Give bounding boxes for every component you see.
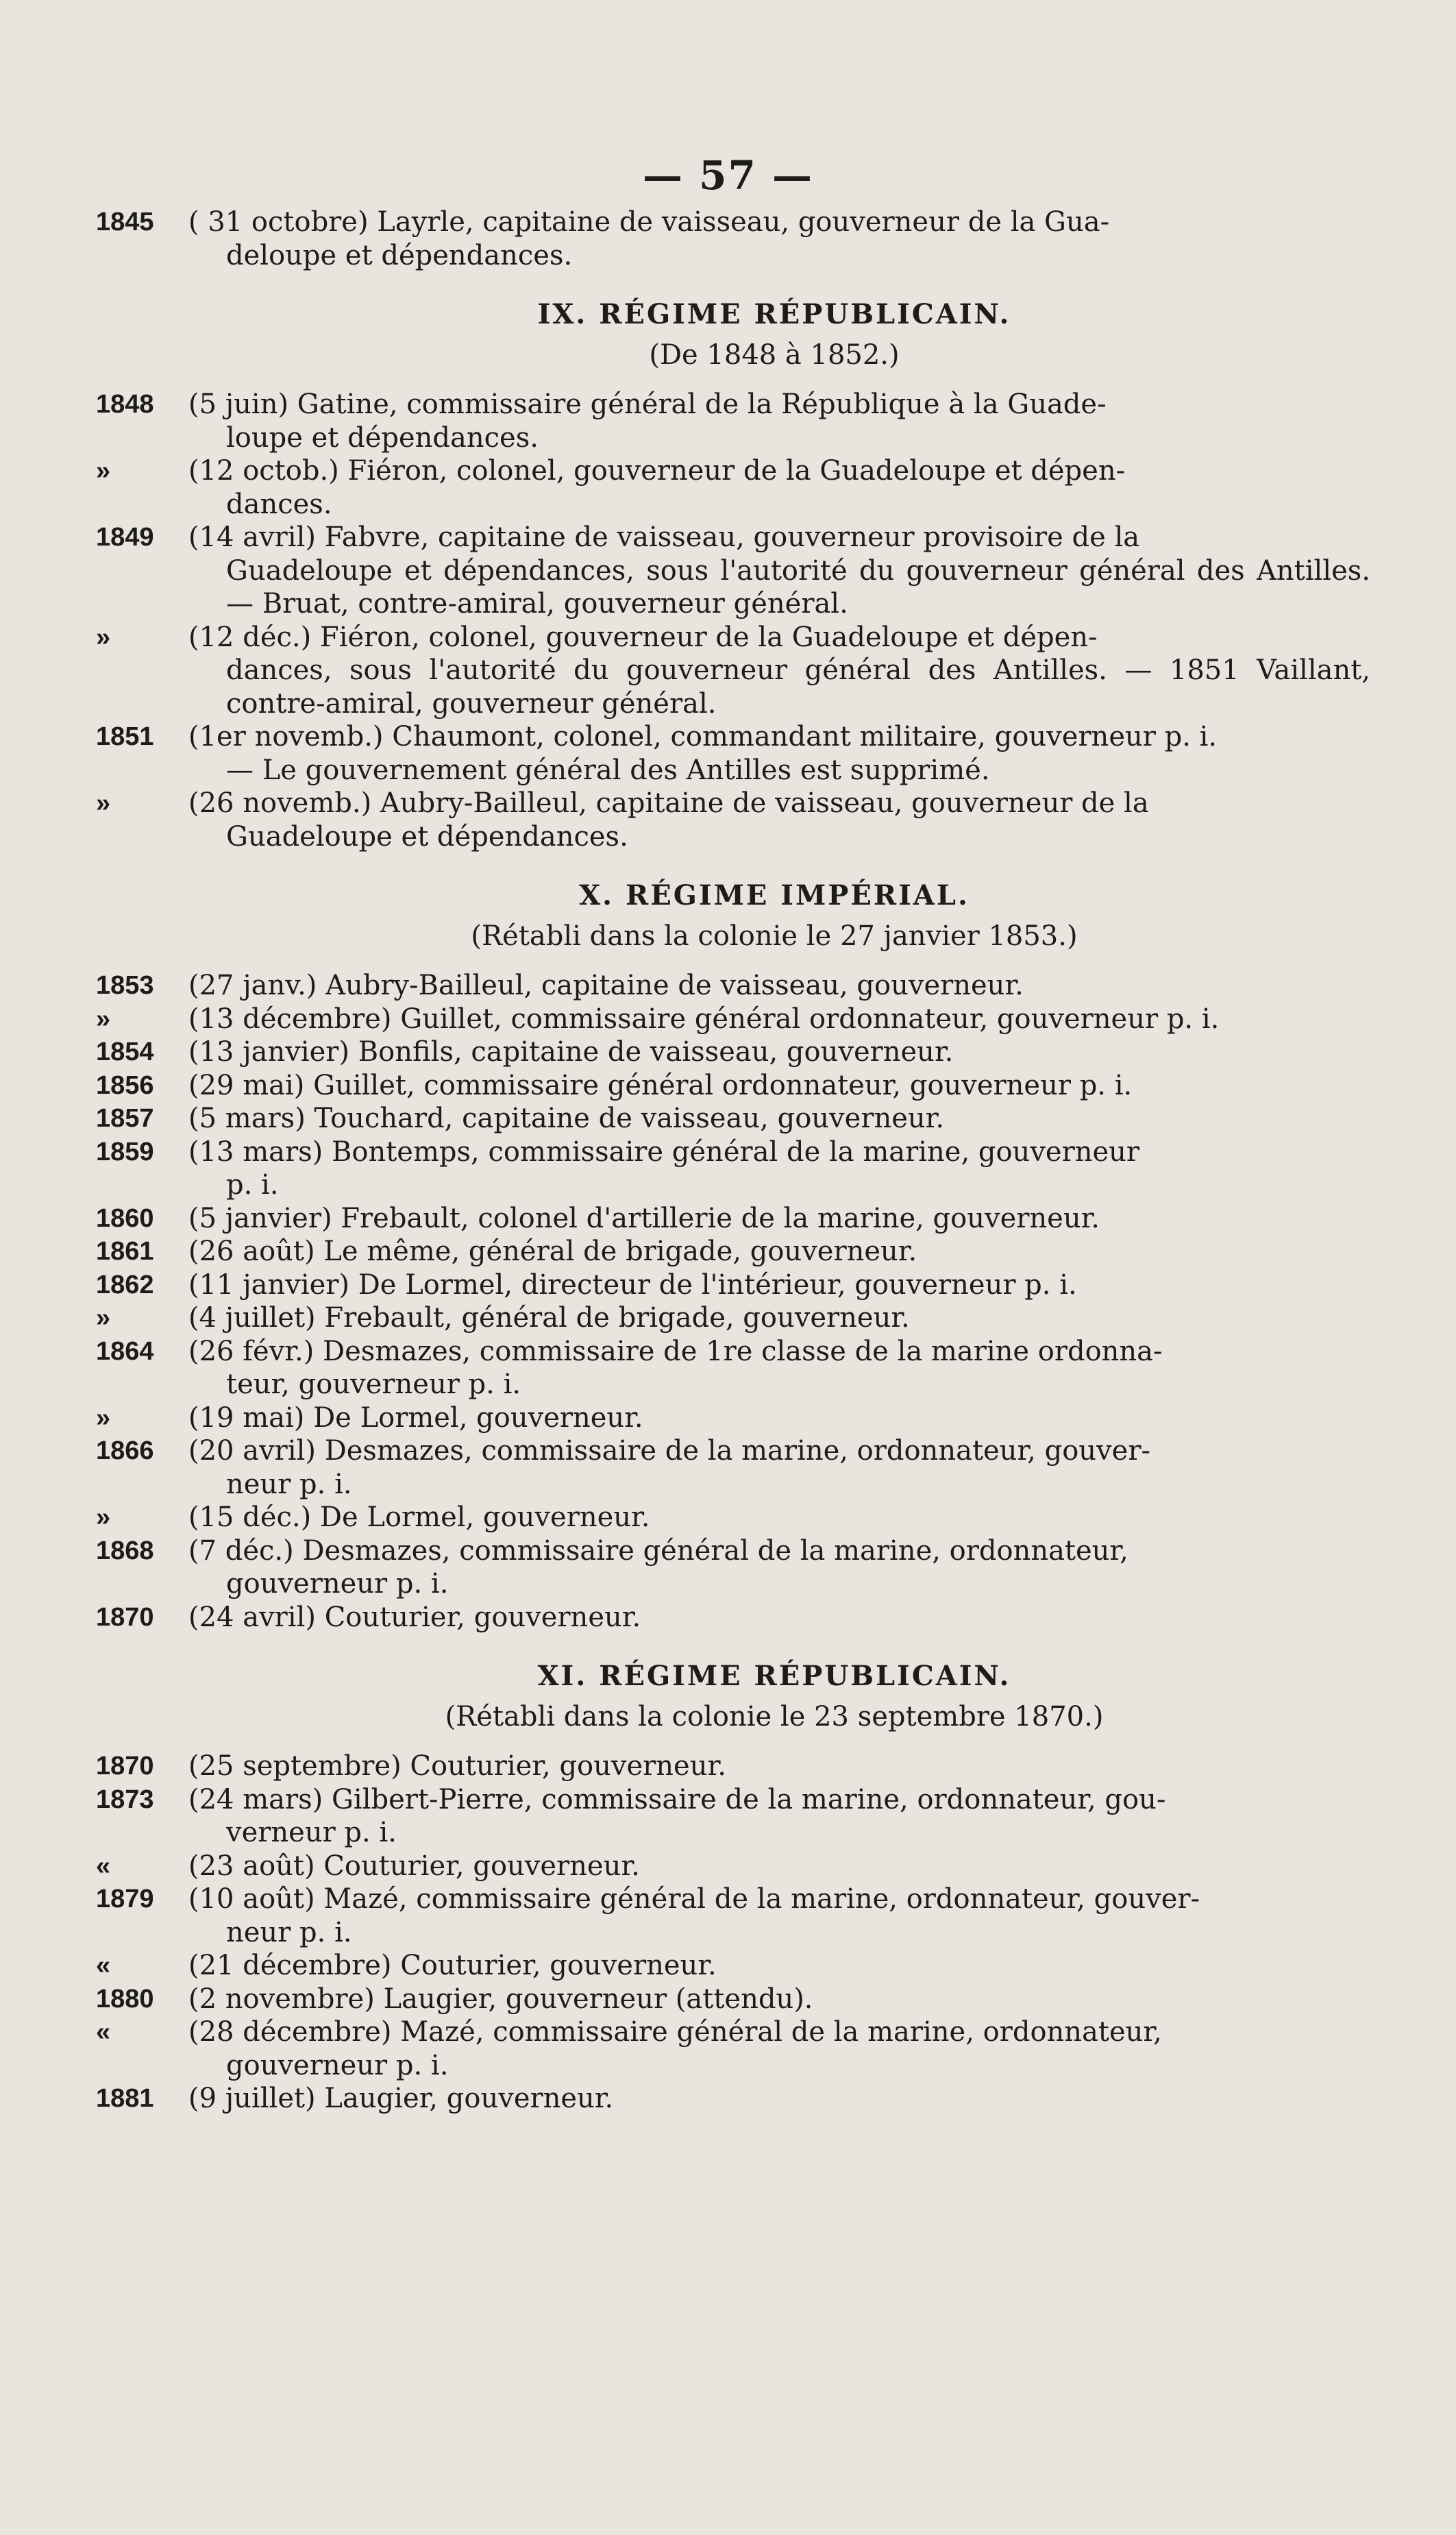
entry <box>96 969 1370 1003</box>
entry-text: (5 juin) Gatine, commissaire général de la République à la Guade- <box>188 389 1107 420</box>
entry-year: » <box>96 456 111 485</box>
entry <box>96 1401 1370 1435</box>
entry-year: 1866 <box>96 1436 154 1465</box>
entry-continuation: Guadeloupe et dépendances, sous l'autorité du gouverneur général des Antilles. — Bruat, contre-amiral, gouverneur général. <box>226 554 1370 620</box>
entry-year: 1861 <box>96 1237 154 1266</box>
entry-year: 1845 <box>96 208 154 236</box>
entry-text: (27 janv.) Aubry-Bailleul, capitaine de vaisseau, gouverneur. <box>188 970 1024 1001</box>
entry-continuation: deloupe et dépendances. <box>226 239 573 271</box>
entry-text: (2 novembre) Laugier, gouverneur (attendu). <box>188 1983 813 2015</box>
entry-text: (28 décembre) Mazé, commissaire général de la marine, ordonnateur, <box>188 2016 1162 2048</box>
entry <box>96 1501 1370 1534</box>
section-subheading: (De 1848 à 1852.) <box>649 339 900 371</box>
entry-text: (14 avril) Fabvre, capitaine de vaisseau, gouverneur provisoire de la <box>188 522 1140 553</box>
entry-continuation: loupe et dépendances. <box>226 421 539 454</box>
document-body <box>96 206 1370 2116</box>
entry-text: (12 octob.) Fiéron, colonel, gouverneur de la Guadeloupe et dépen- <box>188 455 1126 487</box>
entry-text: (20 avril) Desmazes, commissaire de la marine, ordonnateur, gouver- <box>188 1435 1150 1467</box>
entry <box>96 1883 1370 1949</box>
entry-text: (24 avril) Couturier, gouverneur. <box>188 1601 641 1633</box>
entry <box>96 388 1370 454</box>
entry <box>96 720 1370 787</box>
entry-text: (25 septembre) Couturier, gouverneur. <box>188 1750 726 1782</box>
entry-text: (26 août) Le même, général de brigade, gouverneur. <box>188 1236 917 1267</box>
entry <box>96 787 1370 853</box>
entry-year: » <box>96 1303 111 1332</box>
section-heading: IX. RÉGIME RÉPUBLICAIN. <box>537 298 1011 330</box>
entry <box>96 1235 1370 1269</box>
entry-text: (13 janvier) Bonfils, capitaine de vaisseau, gouverneur. <box>188 1036 954 1068</box>
entry-continuation: dances. <box>226 488 332 520</box>
entry <box>96 1601 1370 1634</box>
entry-text: (24 mars) Gilbert-Pierre, commissaire de la marine, ordonnateur, gou- <box>188 1783 1166 1815</box>
entry-continuation: dances, sous l'autorité du gouverneur général des Antilles. — 1851 Vaillant, contre-amiral, gouverneur général. <box>226 654 1370 720</box>
entry-year: 1854 <box>96 1038 154 1066</box>
entry-year: 1880 <box>96 1984 154 2013</box>
entry <box>96 1301 1370 1335</box>
entry-continuation: Guadeloupe et dépendances. <box>226 820 628 853</box>
entry-text: (19 mai) De Lormel, gouverneur. <box>188 1401 643 1434</box>
entry-text: (23 août) Couturier, gouverneur. <box>188 1850 640 1882</box>
entry <box>96 2016 1370 2082</box>
section-subheading: (Rétabli dans la colonie le 23 septembre 1870.) <box>445 1700 1104 1732</box>
entry-text: ( 31 octobre) Layrle, capitaine de vaisseau, gouverneur de la Gua- <box>188 206 1110 238</box>
entry-continuation: p. i. <box>226 1169 279 1201</box>
entry-year: 1851 <box>96 722 154 751</box>
entry-year: » <box>96 1403 111 1432</box>
entry-year: » <box>96 1503 111 1532</box>
entry <box>96 2082 1370 2116</box>
entry <box>96 206 1370 272</box>
entry-text: (29 mai) Guillet, commissaire général ordonnateur, gouverneur p. i. <box>188 1069 1133 1101</box>
entry-text: (21 décembre) Couturier, gouverneur. <box>188 1950 717 1981</box>
entry-year: 1864 <box>96 1336 154 1366</box>
entry-year: 1856 <box>96 1070 154 1100</box>
entry <box>96 1783 1370 1850</box>
entry <box>96 1750 1370 1783</box>
entry-text: (12 déc.) Fiéron, colonel, gouverneur de la Guadeloupe et dépen- <box>188 621 1098 653</box>
entry-continuation: teur, gouverneur p. i. <box>226 1369 521 1400</box>
entry <box>96 521 1370 621</box>
entry-year: 1848 <box>96 390 154 419</box>
entry-year: » <box>96 1004 111 1033</box>
section-subheading: (Rétabli dans la colonie le 27 janvier 1853.) <box>471 920 1078 952</box>
entry <box>96 1036 1370 1069</box>
entry-text: (1er novemb.) Chaumont, colonel, commandant militaire, gouverneur p. i. <box>188 721 1218 752</box>
entry-year: 1859 <box>96 1137 154 1166</box>
entry-year: 1860 <box>96 1203 154 1233</box>
entry-year: 1870 <box>96 1752 154 1780</box>
entry-text: (11 janvier) De Lormel, directeur de l'intérieur, gouverneur p. i. <box>188 1269 1077 1301</box>
entry-year: 1873 <box>96 1785 154 1814</box>
section <box>96 879 1370 1634</box>
entry-year: 1881 <box>96 2084 154 2113</box>
entry-year: 1853 <box>96 971 154 1000</box>
entry-year: » <box>96 789 111 818</box>
section <box>96 1660 1370 2116</box>
entry <box>96 1202 1370 1236</box>
entry <box>96 1136 1370 1202</box>
entry-text: (15 déc.) De Lormel, gouverneur. <box>188 1502 650 1533</box>
entry-year: 1870 <box>96 1602 154 1632</box>
section <box>96 298 1370 853</box>
entry-continuation: — Le gouvernement général des Antilles est supprimé. <box>226 754 990 786</box>
entry-year: 1868 <box>96 1536 154 1565</box>
entry <box>96 1269 1370 1302</box>
entry-continuation: verneur p. i. <box>226 1817 397 1848</box>
entry-year: 1849 <box>96 523 154 552</box>
entry-year: 1857 <box>96 1104 154 1133</box>
entry-text: (7 déc.) Desmazes, commissaire général de la marine, ordonnateur, <box>188 1534 1128 1567</box>
entry-year: « <box>96 1951 111 1980</box>
entry-text: (5 mars) Touchard, capitaine de vaisseau, gouverneur. <box>188 1103 945 1134</box>
section-heading: X. RÉGIME IMPÉRIAL. <box>579 879 970 911</box>
section <box>96 206 1370 272</box>
entry <box>96 454 1370 521</box>
entry-text: (26 févr.) Desmazes, commissaire de 1re classe de la marine ordonna- <box>188 1335 1163 1367</box>
entry-continuation: gouverneur p. i. <box>226 2049 449 2081</box>
entry <box>96 1850 1370 1883</box>
entry <box>96 1335 1370 1401</box>
entry-year: « <box>96 2018 111 2046</box>
entry-text: (13 décembre) Guillet, commissaire général ordonnateur, gouverneur p. i. <box>188 1003 1220 1035</box>
entry-year: 1879 <box>96 1885 154 1913</box>
entry-year: 1862 <box>96 1270 154 1299</box>
entry-year: » <box>96 622 111 652</box>
entry <box>96 1534 1370 1601</box>
entry <box>96 621 1370 721</box>
entry-text: (26 novemb.) Aubry-Bailleul, capitaine de vaisseau, gouverneur de la <box>188 787 1149 819</box>
entry-continuation: neur p. i. <box>226 1916 352 1948</box>
entry-text: (5 janvier) Frebault, colonel d'artillerie de la marine, gouverneur. <box>188 1202 1100 1234</box>
section-heading: XI. RÉGIME RÉPUBLICAIN. <box>537 1660 1011 1692</box>
entry <box>96 1949 1370 1983</box>
entry-text: (4 juillet) Frebault, général de brigade, gouverneur. <box>188 1302 910 1334</box>
entry-text: (13 mars) Bontemps, commissaire général de la marine, gouverneur <box>188 1136 1140 1168</box>
entry-text: (9 juillet) Laugier, gouverneur. <box>188 2083 614 2114</box>
entry-continuation: neur p. i. <box>226 1468 352 1500</box>
entry-continuation: gouverneur p. i. <box>226 1568 449 1600</box>
entry-text: (10 août) Mazé, commissaire général de la marine, ordonnateur, gouver- <box>188 1883 1200 1915</box>
entry <box>96 1069 1370 1103</box>
entry <box>96 1434 1370 1501</box>
entry <box>96 1102 1370 1136</box>
entry <box>96 1983 1370 2016</box>
page-number: — 57 — <box>642 152 814 199</box>
entry-year: « <box>96 1851 111 1881</box>
entry <box>96 1003 1370 1036</box>
